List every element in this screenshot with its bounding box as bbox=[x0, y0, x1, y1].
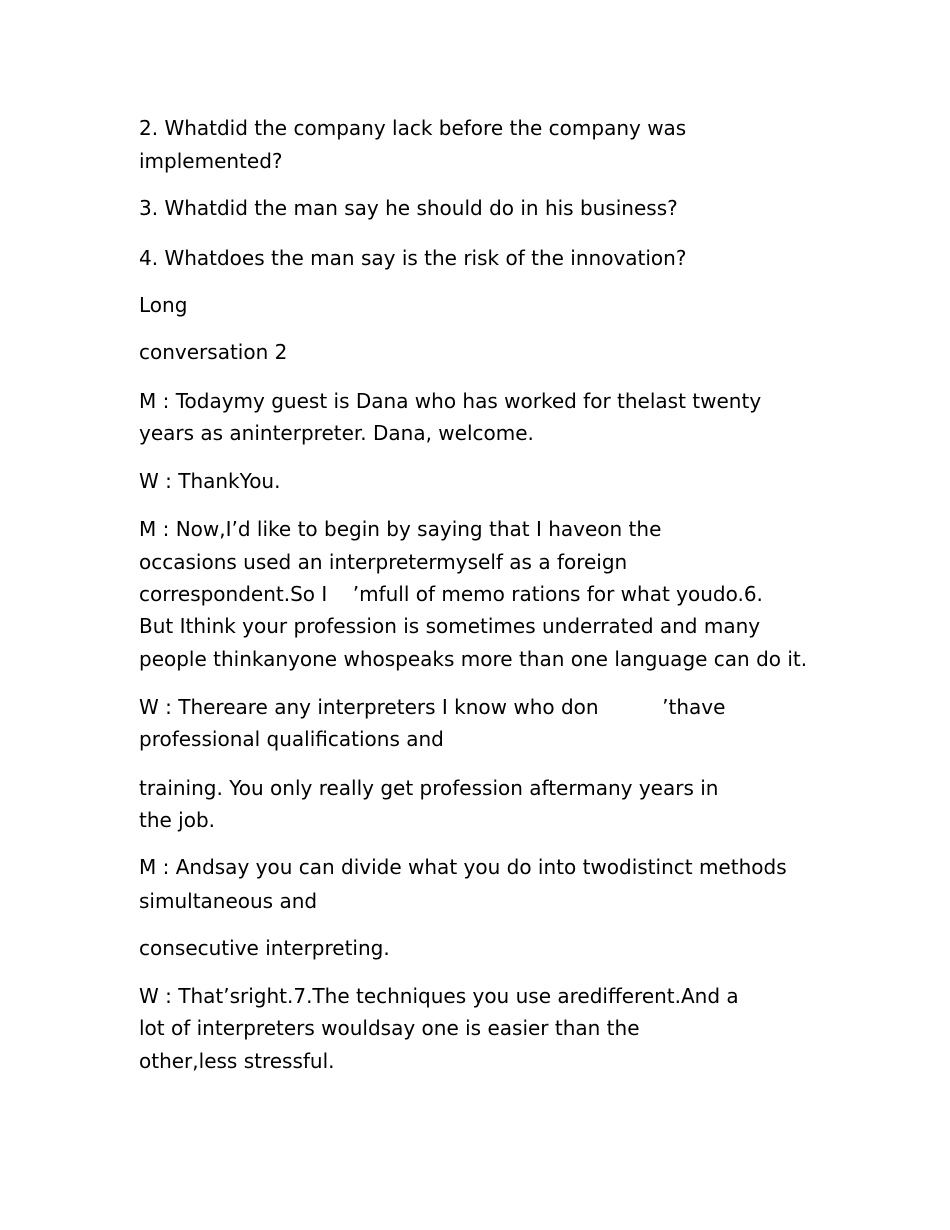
dialogue-paragraph-5-line-1: training. You only really get profession aftermany years in bbox=[139, 776, 719, 800]
question-2-line-2: implemented? bbox=[139, 149, 283, 173]
dialogue-paragraph-5-line-2: the job. bbox=[139, 808, 216, 832]
dialogue-paragraph-1-line-2: years as aninterpreter. Dana, welcome. bbox=[139, 421, 534, 445]
dialogue-paragraph-8-line-2: lot of interpreters wouldsay one is easier than the bbox=[139, 1016, 640, 1040]
section-heading-long: Long bbox=[139, 293, 188, 317]
dialogue-paragraph-8-line-1: W : That’sright.7.The techniques you use aredifferent.And a bbox=[139, 984, 739, 1008]
question-2-line-1: 2. Whatdid the company lack before the company was bbox=[139, 116, 687, 140]
dialogue-paragraph-3-line-1: M : Now,I’d like to begin by saying that I haveon the bbox=[139, 517, 662, 541]
dialogue-paragraph-2: W : ThankYou. bbox=[139, 469, 281, 493]
question-3: 3. Whatdid the man say he should do in his business? bbox=[139, 196, 678, 220]
dialogue-paragraph-6-line-2: simultaneous and bbox=[139, 889, 318, 913]
dialogue-paragraph-8-line-3: other,less stressful. bbox=[139, 1049, 335, 1073]
dialogue-paragraph-1-line-1: M : Todaymy guest is Dana who has worked for thelast twenty bbox=[139, 389, 762, 413]
dialogue-paragraph-7: consecutive interpreting. bbox=[139, 936, 390, 960]
question-4: 4. Whatdoes the man say is the risk of the innovation? bbox=[139, 246, 687, 270]
dialogue-paragraph-4-line-1: W : Thereare any interpreters I know who don ’thave bbox=[139, 695, 726, 719]
section-heading-conversation: conversation 2 bbox=[139, 340, 288, 364]
dialogue-paragraph-3-line-3: correspondent.So I ’mfull of memo rations for what youdo.6. bbox=[139, 582, 763, 606]
dialogue-paragraph-3-line-2: occasions used an interpretermyself as a foreign bbox=[139, 550, 628, 574]
dialogue-paragraph-6-line-1: M : Andsay you can divide what you do into twodistinct methods bbox=[139, 855, 787, 879]
dialogue-paragraph-3-line-5: people thinkanyone whospeaks more than one language can do it. bbox=[139, 647, 808, 671]
dialogue-paragraph-3-line-4: But Ithink your profession is sometimes underrated and many bbox=[139, 614, 761, 638]
dialogue-paragraph-4-line-2: professional qualifications and bbox=[139, 727, 444, 751]
